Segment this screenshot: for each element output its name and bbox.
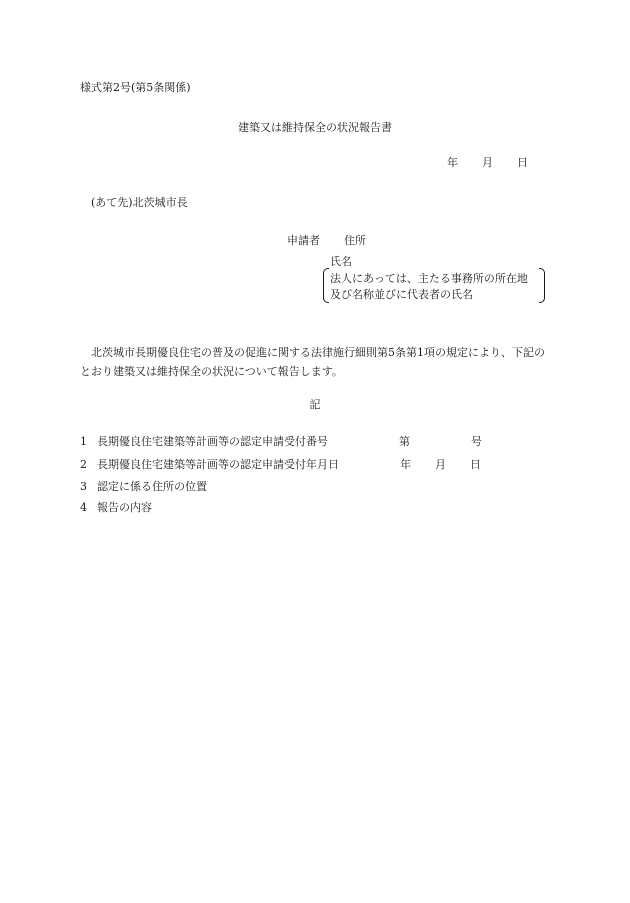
date-day-label: 日 xyxy=(517,156,528,169)
item-3-number: 3 xyxy=(80,480,87,493)
corporate-note-line1: 法人にあっては、主たる事務所の所在地 xyxy=(330,272,528,285)
item-1-go-label: 号 xyxy=(471,435,482,448)
item-1-dai-label: 第 xyxy=(399,435,410,448)
item-1-number: 1 xyxy=(80,435,87,448)
addressee: (あて先)北茨城市長 xyxy=(91,196,188,209)
left-bracket xyxy=(323,268,329,303)
form-number: 様式第2号(第5条関係) xyxy=(80,81,191,94)
ki-heading: 記 xyxy=(309,398,321,411)
document-title: 建築又は維持保全の状況報告書 xyxy=(238,121,392,134)
item-4-text: 報告の内容 xyxy=(97,501,152,514)
item-3-text: 認定に係る住所の位置 xyxy=(97,480,207,493)
item-2-year-label: 年 xyxy=(400,458,411,471)
item-2-month-label: 月 xyxy=(435,458,446,471)
name-label: 氏名 xyxy=(330,255,352,268)
item-4-number: 4 xyxy=(80,501,87,514)
right-bracket xyxy=(539,268,545,303)
corporate-note-line2: 及び名称並びに代表者の氏名 xyxy=(330,288,473,301)
applicant-label: 申請者 xyxy=(287,234,320,247)
date-month-label: 月 xyxy=(482,156,493,169)
date-year-label: 年 xyxy=(447,156,458,169)
item-2-number: 2 xyxy=(80,458,87,471)
item-1-text: 長期優良住宅建築等計画等の認定申請受付番号 xyxy=(97,435,328,448)
corporate-note xyxy=(323,268,545,302)
item-2-text: 長期優良住宅建築等計画等の認定申請受付年月日 xyxy=(97,458,339,471)
address-label: 住所 xyxy=(344,234,366,247)
item-2-day-label: 日 xyxy=(470,458,481,471)
body-paragraph: 北茨城市長期優良住宅の普及の促進に関する法律施行細則第5条第1項の規定により、下記のとおり建築又は維持保全の状況について報告します。 xyxy=(80,346,545,378)
